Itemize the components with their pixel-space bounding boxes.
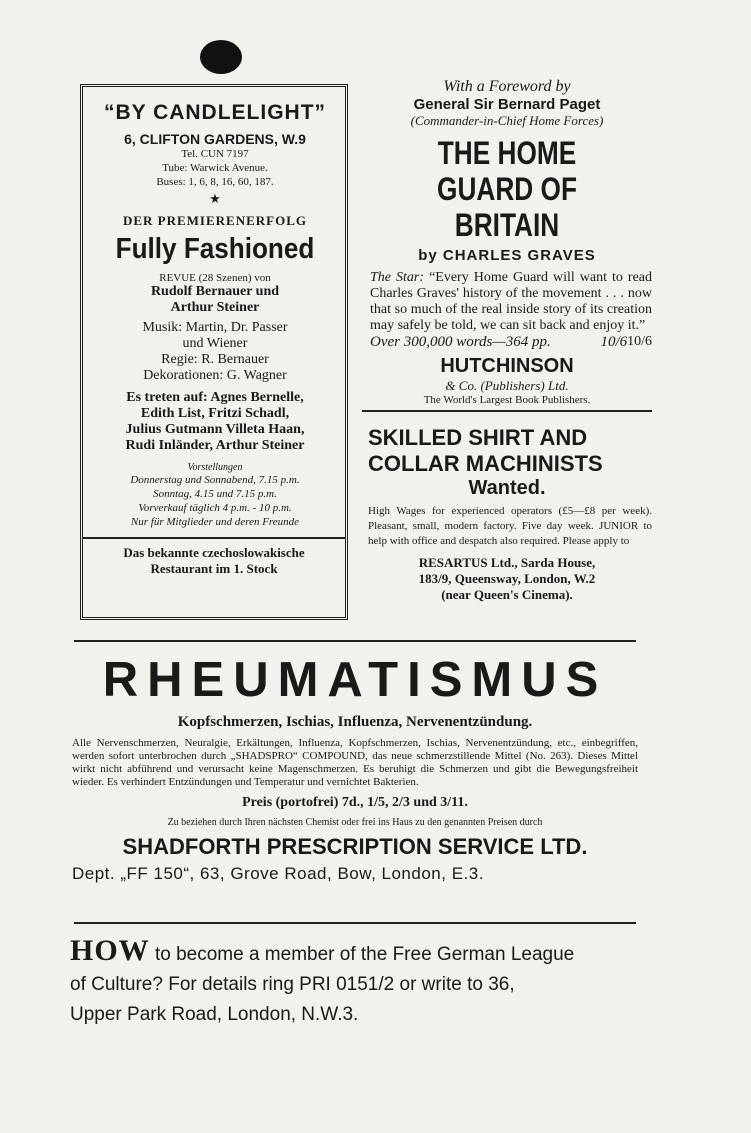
candlelight-tube: Tube: Warwick Avenue. <box>162 162 268 174</box>
book-title-line: GUARD OF BRITAIN <box>437 171 577 243</box>
shirt-firm-line: 183/9, Queensway, London, W.2 <box>418 571 596 586</box>
rheum-subtitle: Kopfschmerzen, Ischias, Influenza, Nervenentzündung. <box>177 714 533 730</box>
candlelight-credit-line: und Wiener <box>182 336 248 351</box>
candlelight-credit-line: Regie: R. Bernauer <box>161 352 269 367</box>
candlelight-cast-line: Julius Gutmann Villeta Haan, <box>125 422 305 437</box>
publisher-name: HUTCHINSON <box>440 355 574 377</box>
shirt-machinists-ad <box>362 425 652 603</box>
book-title <box>388 135 626 243</box>
candlelight-restaurant-line: Restaurant im 1. Stock <box>150 561 278 576</box>
book-price: 10/6 <box>627 334 652 349</box>
candlelight-time-line: Vorverkauf täglich 4 p.m. - 10 p.m. <box>138 502 292 514</box>
candlelight-buses: Buses: 1, 6, 8, 16, 60, 187. <box>156 176 274 188</box>
rheum-distribution: Zu beziehen durch Ihren nächsten Chemist oder frei ins Haus zu den genannten Preisen durch <box>167 817 543 828</box>
book-extent <box>362 334 627 351</box>
how-line3: Upper Park Road, London, N.W.3. <box>70 1004 359 1025</box>
candlelight-tel: Tel. CUN 7197 <box>181 148 249 160</box>
how-line <box>70 936 650 970</box>
how-line2: of Culture? For details ring PRI 0151/2 or write to 36, <box>70 974 515 995</box>
candlelight-restaurant-line: Das bekannte czechoslowakische <box>123 545 305 560</box>
rheum-body: Alle Nervenschmerzen, Neuralgie, Erkältungen, Influenza, Kopfschmerzen, Ischias, Nervenentzündung, etc., einbegriffen, werden sofort unterbrochen durch „SHADSPRO“ COMPOUND, das neue schmerzstillende Mittel (No. 263). Dieses Mittel wirkt nicht abführend und verursacht keine Magenschmerzen. Es beruhigt die Schmerzen und gibt die Bewegungsfreiheit wieder. Es verhindert Entzündungen und Temperatur und vernichtet Bakterien. <box>72 737 638 788</box>
shirt-firm-line: (near Queen's Cinema). <box>441 587 573 602</box>
candlelight-credits <box>93 320 337 384</box>
shirt-title-line: SKILLED SHIRT AND <box>368 425 588 450</box>
candlelight-credit-line: Musik: Martin, Dr. Passer <box>142 320 288 335</box>
candlelight-cast-line: Edith List, Fritzi Schadl, <box>140 406 290 421</box>
candlelight-authors <box>93 284 337 316</box>
book-quote-text: “Every Home Guard will want to read Charles Graves' history of the movement . . . now that so much of the real inside story of its creation may safely be told, we can sit back and enjoy it.” <box>370 270 653 333</box>
star-icon: ★ <box>209 191 221 206</box>
how-line1: to become a member of the Free German League <box>149 944 575 965</box>
punch-hole <box>200 40 242 74</box>
shirt-firm-line: RESARTUS Ltd., Sarda House, <box>418 555 596 570</box>
publisher-tagline: The World's Largest Book Publishers. <box>362 394 652 412</box>
candlelight-cast-line: Rudi Inländer, Arthur Steiner <box>125 438 305 453</box>
candlelight-author-line: Rudolf Bernauer und <box>150 284 280 299</box>
shirt-wanted: Wanted. <box>468 477 546 499</box>
candlelight-cast-line: Es treten auf: Agnes Bernelle, <box>126 390 304 405</box>
candlelight-cast <box>93 390 337 454</box>
rheumatismus-ad <box>72 652 638 884</box>
shirt-title-line: COLLAR MACHINISTS <box>368 451 603 476</box>
divider <box>74 640 636 642</box>
candlelight-ad <box>80 84 348 620</box>
rheum-title: RHEUMATISMUS <box>102 653 608 707</box>
book-command: (Commander-in-Chief Home Forces) <box>410 113 604 128</box>
book-over-words: words—364 pp. <box>456 334 551 350</box>
book-general: General Sir Bernard Paget <box>413 96 601 113</box>
book-over-prefix: Over 300,000 <box>370 334 453 350</box>
candlelight-premiere: DER PREMIERENERFOLG <box>122 213 308 228</box>
book-quote-source: The Star: <box>370 270 425 285</box>
candlelight-revue: REVUE (28 Szenen) von <box>159 272 271 284</box>
shirt-body: High Wages for experienced operators (£5—£8 per week). Pleasant, small, modern factory. Five day week. JUNIOR to help with office and despatch also required. Please apply to <box>368 505 652 547</box>
candlelight-vorstellungen: Vorstellungen <box>187 462 243 473</box>
book-title-line: THE HOME <box>437 135 577 171</box>
candlelight-restaurant <box>83 537 345 577</box>
book-author: by CHARLES GRAVES <box>418 247 596 264</box>
shirt-firm <box>362 555 652 603</box>
candlelight-time-line: Nur für Mitglieder und deren Freunde <box>130 516 300 528</box>
publisher-sub: & Co. (Publishers) Ltd. <box>445 378 569 393</box>
candlelight-times <box>93 473 337 529</box>
rheum-company: SHADFORTH PRESCRIPTION SERVICE LTD. <box>122 834 588 859</box>
book-foreword: With a Foreword by <box>443 78 571 95</box>
shirt-title <box>362 425 652 477</box>
book-over-price: 10/6 <box>600 334 628 350</box>
candlelight-time-line: Donnerstag und Sonnabend, 7.15 p.m. <box>130 474 300 486</box>
candlelight-address: 6, CLIFTON GARDENS, W.9 <box>124 131 306 147</box>
candlelight-time-line: Sonntag, 4.15 und 7.15 p.m. <box>153 488 277 500</box>
home-guard-book-ad <box>362 78 652 412</box>
candlelight-show-title: Fully Fashioned <box>115 233 315 265</box>
candlelight-author-line: Arthur Steiner <box>170 300 260 315</box>
rheum-price: Preis (portofrei) 7d., 1/5, 2/3 und 3/11. <box>242 795 468 810</box>
candlelight-credit-line: Dekorationen: G. Wagner <box>143 368 287 383</box>
how-word: HOW <box>70 934 150 967</box>
divider <box>74 922 636 924</box>
rheum-dept: Dept. „FF 150“, 63, Grove Road, Bow, London, E.3. <box>72 864 484 883</box>
candlelight-title: “BY CANDLELIGHT” <box>103 101 327 124</box>
how-notice <box>70 936 650 1030</box>
